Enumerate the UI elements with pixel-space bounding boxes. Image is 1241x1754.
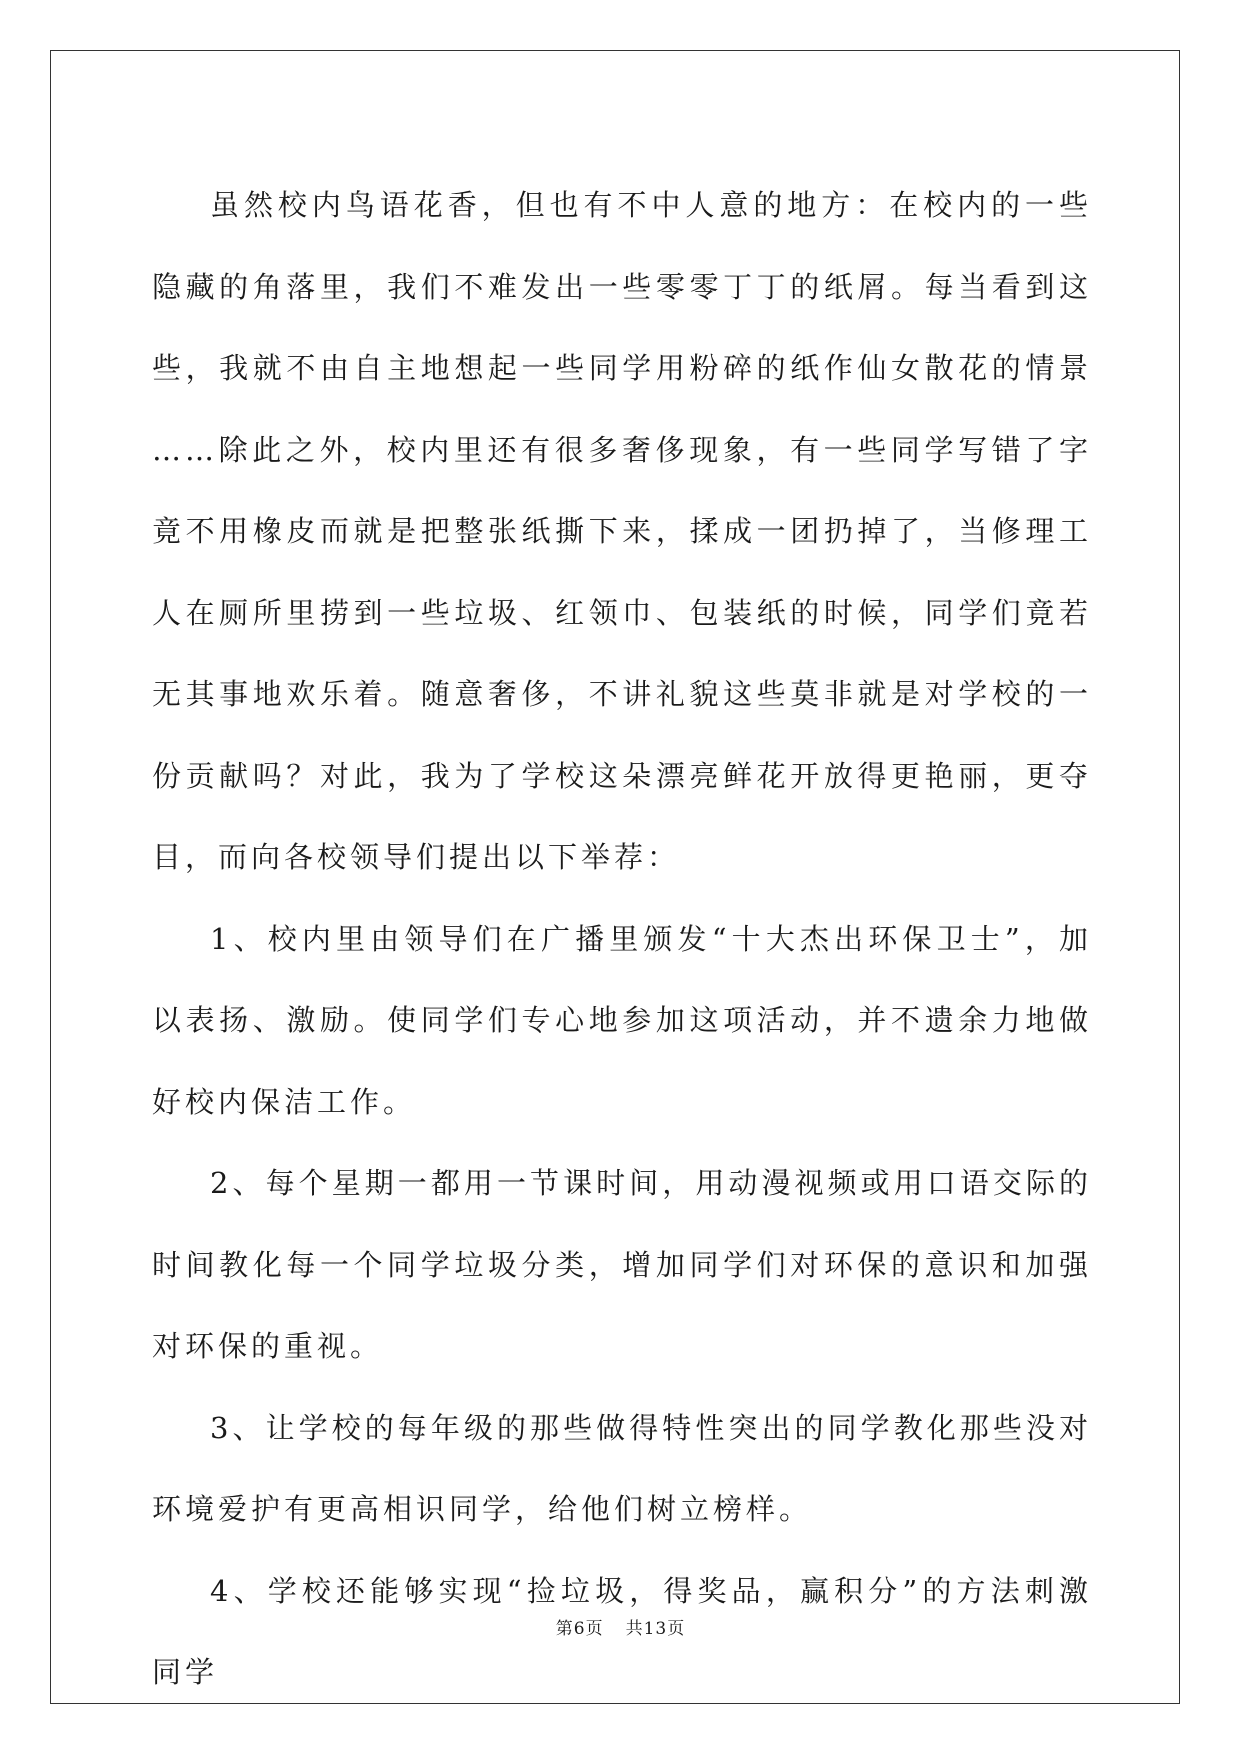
paragraph: 虽然校内鸟语花香，但也有不中人意的地方：在校内的一些隐藏的角落里，我们不难发出一些零零丁丁的纸屑。每当看到这些，我就不由自主地想起一些同学用粉碎的纸作仙女散花的情景……除此之外，校内里还有很多奢侈现象，有一些同学写错了字竟不用橡皮而就是把整张纸撕下来，揉成一团扔掉了，当修理工人在厕所里捞到一些垃圾、红领巾、包装纸的时候，同学们竟若无其事地欢乐着。随意奢侈，不讲礼貌这些莫非就是对学校的一份贡献吗？对此，我为了学校这朵漂亮鲜花开放得更艳丽，更夺目，而向各校领导们提出以下举荐： [152,188,1092,874]
page-total: 共13页 [625,1619,686,1639]
paragraph: 4、学校还能够实现“捡垃圾，得奖品，赢积分”的方法刺激同学 [152,1573,1092,1689]
document-body [152,165,1092,1714]
page-number: 第6页 [555,1619,604,1639]
paragraph: 2、每个星期一都用一节课时间，用动漫视频或用口语交际的时间教化每一个同学垃圾分类，增加同学们对环保的意识和加强对环保的重视。 [152,1166,1092,1363]
paragraph: 1、校内里由领导们在广播里颁发“十大杰出环保卫士”，加以表扬、激励。使同学们专心地参加这项活动，并不遗余力地做好校内保洁工作。 [152,921,1092,1119]
page-footer [0,1614,1241,1639]
paragraph: 3、让学校的每年级的那些做得特性突出的同学教化那些没对环境爱护有更高相识同学，给他们树立榜样。 [152,1410,1092,1526]
